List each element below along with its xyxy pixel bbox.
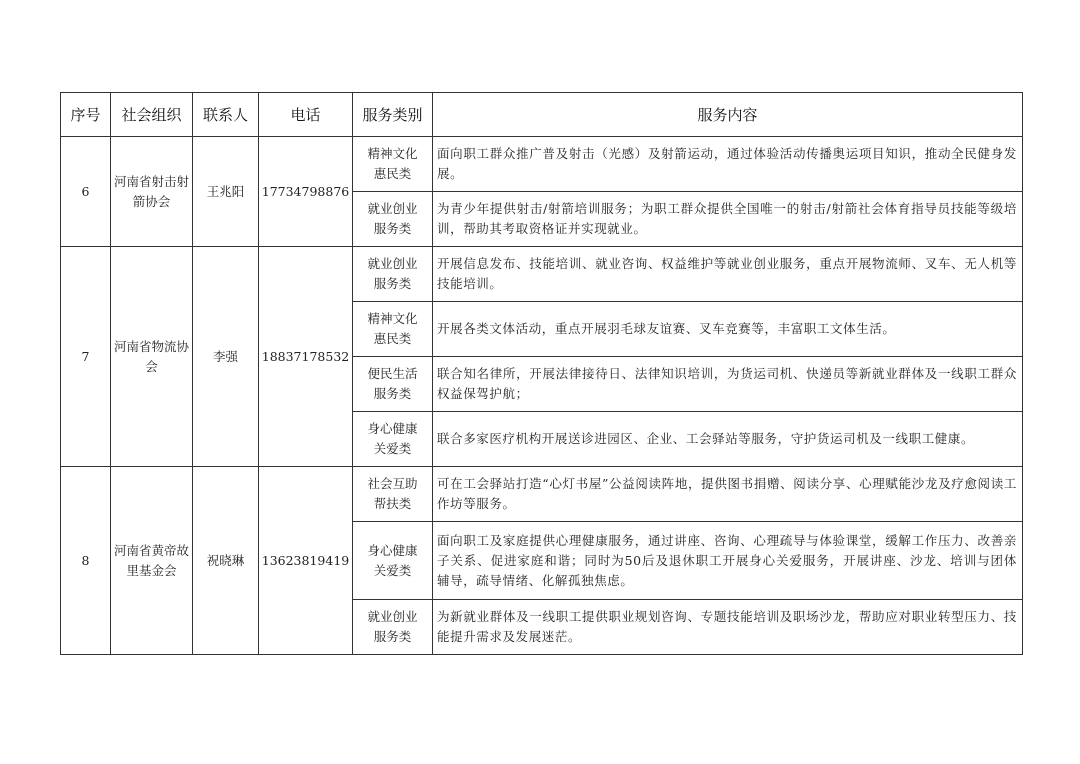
- category-cell: [353, 467, 433, 522]
- header-org: 社会组织: [111, 93, 193, 137]
- contact-name: 祝晓琳: [193, 467, 259, 655]
- header-no: 序号: [61, 93, 111, 137]
- service-category: 精神文化惠民类: [367, 146, 418, 181]
- service-content: 联合知名律所，开展法律接待日、法律知识培训，为货运司机、快递员等新就业群体及一线职工群众权益保驾护航；: [433, 357, 1023, 412]
- category-cell: [353, 600, 433, 655]
- category-cell: [353, 522, 433, 600]
- row-number: 6: [61, 137, 111, 247]
- header-row: [61, 93, 1023, 137]
- category-cell: [353, 412, 433, 467]
- org-name: 河南省射击射箭协会: [113, 173, 189, 209]
- service-category: 就业创业服务类: [367, 609, 418, 644]
- service-category: 身心健康关爱类: [367, 542, 418, 578]
- org-cell: [111, 247, 193, 467]
- row-number: 8: [61, 467, 111, 655]
- service-content: 面向职工群众推广普及射击（光感）及射箭运动，通过体验活动传播奥运项目知识，推动全民健身发展。: [433, 137, 1023, 192]
- header-content: 服务内容: [433, 93, 1023, 137]
- header-category: 服务类别: [353, 93, 433, 137]
- service-category: 身心健康关爱类: [367, 421, 418, 456]
- table-row: [61, 467, 1023, 522]
- service-category: 便民生活服务类: [367, 366, 418, 401]
- service-table-container: [60, 92, 1022, 655]
- service-category: 就业创业服务类: [367, 256, 418, 291]
- service-content: 可在工会驿站打造“心灯书屋”公益阅读阵地，提供图书捐赠、阅读分享、心理赋能沙龙及疗愈阅读工作坊等服务。: [433, 467, 1023, 522]
- header-contact: 联系人: [193, 93, 259, 137]
- service-category: 社会互助帮扶类: [367, 476, 418, 511]
- row-number: 7: [61, 247, 111, 467]
- service-category: 就业创业服务类: [367, 201, 418, 236]
- org-name: 河南省物流协会: [113, 338, 189, 374]
- category-cell: [353, 247, 433, 302]
- table-row: [61, 137, 1023, 192]
- contact-name: 王兆阳: [193, 137, 259, 247]
- category-cell: [353, 137, 433, 192]
- service-table: [60, 92, 1023, 655]
- category-cell: [353, 192, 433, 247]
- contact-name: 李强: [193, 247, 259, 467]
- phone-number: 18837178532: [259, 247, 353, 467]
- service-content: 面向职工及家庭提供心理健康服务，通过讲座、咨询、心理疏导与体验课堂，缓解工作压力、改善亲子关系、促进家庭和谐；同时为50后及退休职工开展身心关爱服务，开展讲座、沙龙、培训与团体辅导，疏导情绪、化解孤独焦虑。: [433, 522, 1023, 600]
- category-cell: [353, 357, 433, 412]
- header-phone: 电话: [259, 93, 353, 137]
- org-cell: [111, 467, 193, 655]
- service-category: 精神文化惠民类: [367, 311, 418, 346]
- org-cell: [111, 137, 193, 247]
- service-content: 为新就业群体及一线职工提供职业规划咨询、专题技能培训及职场沙龙，帮助应对职业转型压力、技能提升需求及发展迷茫。: [433, 600, 1023, 655]
- service-content: 开展各类文体活动，重点开展羽毛球友谊赛、叉车竞赛等，丰富职工文体生活。: [433, 302, 1023, 357]
- category-cell: [353, 302, 433, 357]
- service-content: 为青少年提供射击/射箭培训服务；为职工群众提供全国唯一的射击/射箭社会体育指导员技能等级培训，帮助其考取资格证并实现就业。: [433, 192, 1023, 247]
- org-name: 河南省黄帝故里基金会: [113, 542, 189, 578]
- service-content: 开展信息发布、技能培训、就业咨询、权益维护等就业创业服务，重点开展物流师、叉车、无人机等技能培训。: [433, 247, 1023, 302]
- service-content: 联合多家医疗机构开展送诊进园区、企业、工会驿站等服务，守护货运司机及一线职工健康。: [433, 412, 1023, 467]
- phone-number: 13623819419: [259, 467, 353, 655]
- table-row: [61, 247, 1023, 302]
- phone-number: 17734798876: [259, 137, 353, 247]
